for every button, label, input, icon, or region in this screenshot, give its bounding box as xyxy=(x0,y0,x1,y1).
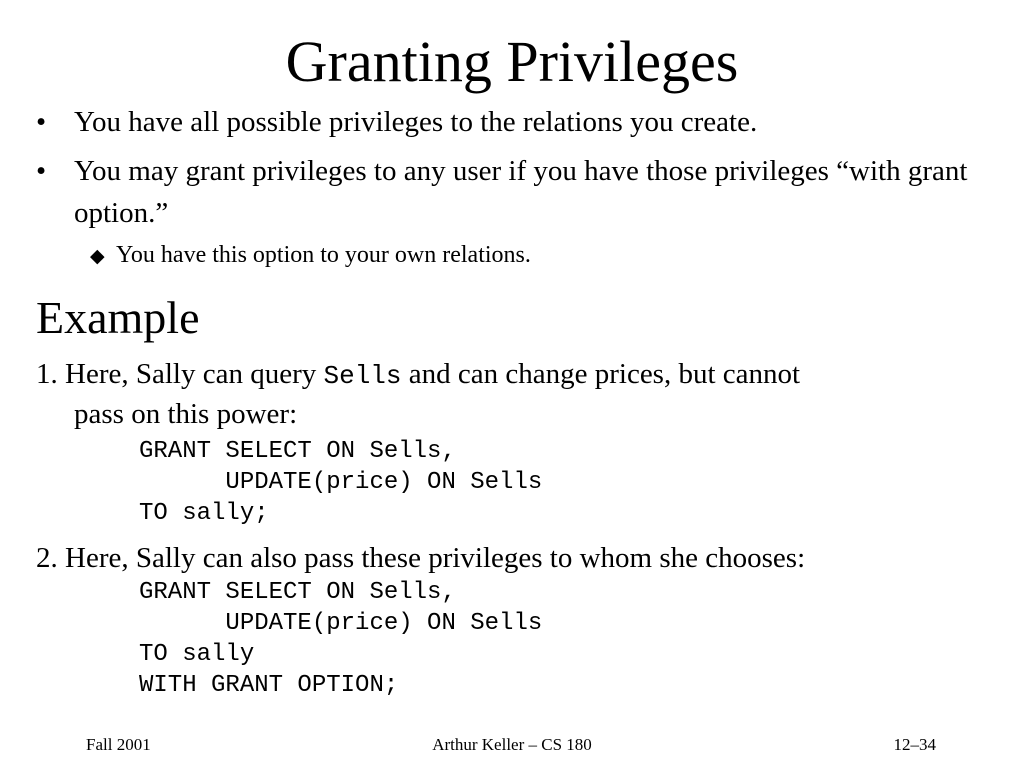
code-line: WITH GRANT OPTION; xyxy=(139,672,399,699)
code-line: GRANT SELECT ON Sells, xyxy=(139,438,456,465)
bullet-text: You may grant privileges to any user if you have those privileges “with grant option.” xyxy=(74,155,968,229)
bullet-icon: • xyxy=(36,106,47,138)
example-1-prefix: 1. Here, Sally can query xyxy=(36,358,324,390)
slide-title: Granting Privileges xyxy=(285,29,739,94)
footer-author: Arthur Keller – CS 180 xyxy=(432,735,592,754)
bullet-icon: • xyxy=(36,155,47,187)
example-1-line-1 xyxy=(36,354,996,396)
footer-date: Fall 2001 xyxy=(86,735,151,754)
diamond-bullet-icon: ◆ xyxy=(90,246,105,267)
code-line: TO sally xyxy=(139,641,255,668)
sells-code-word: Sells xyxy=(323,361,402,391)
sub-bullet-text: You have this option to your own relations. xyxy=(116,242,531,268)
code-line: GRANT SELECT ON Sells, xyxy=(139,579,456,606)
example-1-rest: and can change prices, but cannot xyxy=(401,358,801,390)
sub-bullet-item xyxy=(90,240,531,272)
example-heading: Example xyxy=(36,292,200,343)
bullet-text: You have all possible privileges to the relations you create. xyxy=(74,106,758,138)
code-line: UPDATE(price) ON Sells xyxy=(139,469,543,496)
footer-slide-number: 12–34 xyxy=(893,735,936,754)
code-line: UPDATE(price) ON Sells xyxy=(139,610,543,637)
example-1-line-2: pass on this power: xyxy=(74,398,298,430)
example-2-text: 2. Here, Sally can also pass these privileges to whom she chooses: xyxy=(36,542,806,574)
code-line: TO sally; xyxy=(139,500,269,527)
